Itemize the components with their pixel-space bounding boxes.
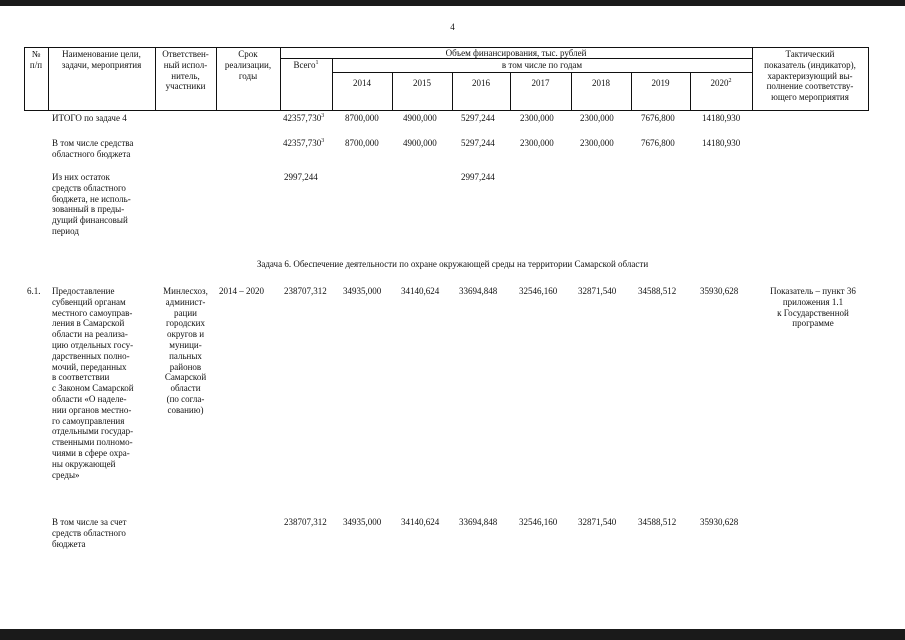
header-total-footnote: 1 <box>315 60 319 66</box>
row-value-2020: 14180,930 <box>702 138 741 148</box>
row-value-2018: 32871,540 <box>578 286 617 296</box>
row-value-2016: 33694,848 <box>459 286 498 296</box>
header-total-label: Всего <box>293 60 316 70</box>
header-year: 2016 <box>472 78 490 88</box>
row-value-2018: 2300,000 <box>580 113 614 123</box>
header-num: № п/п <box>29 49 43 70</box>
header-year <box>690 78 752 91</box>
grid-vline <box>868 47 869 110</box>
row-value-2019: 34588,512 <box>638 286 677 296</box>
row-value-2016: 5297,244 <box>461 113 495 123</box>
row-value-2019: 34588,512 <box>638 517 677 527</box>
header-term: Срок реализации, годы <box>224 49 272 81</box>
row-term: 2014 – 2020 <box>219 286 264 296</box>
row-indicator: Показатель – пункт 36 приложения 1.1 к Государственной программе <box>770 286 856 329</box>
row-value-2019: 7676,800 <box>641 113 675 123</box>
row-total: 238707,312 <box>284 517 327 527</box>
row-value-2018: 2300,000 <box>580 138 614 148</box>
row-value-2017: 32546,160 <box>519 517 558 527</box>
row-number: 6.1. <box>27 286 41 296</box>
header-indicator: Тактический показатель (индикатор), характеризующий вы- полнение соответству- ющего мероприятия <box>764 49 856 103</box>
row-value-2020: 14180,930 <box>702 113 741 123</box>
header-year: 2017 <box>531 78 550 88</box>
page-number: 4 <box>450 22 455 32</box>
row-value-2016: 2997,244 <box>461 172 495 182</box>
row-total: 2997,244 <box>284 172 318 182</box>
header-total <box>280 60 332 73</box>
row-value-2018: 32871,540 <box>578 517 617 527</box>
row-name: В том числе средства областного бюджета <box>52 138 134 159</box>
top-scan-border <box>0 0 905 6</box>
row-value-2017: 32546,160 <box>519 286 558 296</box>
header-year-footnote: 2 <box>728 78 732 84</box>
header-year: 2019 <box>651 78 670 88</box>
row-value-2015: 4900,000 <box>403 138 437 148</box>
row-total: 238707,312 <box>284 286 327 296</box>
header-funding: Объем финансирования, тыс. рублей <box>445 48 587 58</box>
row-value-2017: 2300,000 <box>520 113 554 123</box>
row-value-2015: 34140,624 <box>401 286 440 296</box>
row-value-2019: 7676,800 <box>641 138 675 148</box>
row-value-2015: 34140,624 <box>401 517 440 527</box>
row-value-2017: 2300,000 <box>520 138 554 148</box>
bottom-scan-border <box>0 629 905 640</box>
row-value-2014: 8700,000 <box>345 113 379 123</box>
header-name: Наименование цели, задачи, мероприятия <box>61 49 142 70</box>
header-years-line <box>332 72 752 73</box>
header-year: 2015 <box>413 78 431 88</box>
row-value-2014: 8700,000 <box>345 138 379 148</box>
row-value-2020: 35930,628 <box>700 517 739 527</box>
header-bottom-line <box>24 110 869 111</box>
header-year: 2014 <box>353 78 371 88</box>
row-name: Из них остаток средств областного бюджета, не исполь- зованный в преды- дущий финансовый период <box>52 172 131 236</box>
row-name: ИТОГО по задаче 4 <box>52 113 127 123</box>
row-value-2016: 33694,848 <box>459 517 498 527</box>
row-responsible: Минлесхоз, админист- рации городских округов и муници- пальных районов Самарской области (по согла- сованию) <box>163 286 208 415</box>
header-by-years: в том числе по годам <box>501 60 583 70</box>
row-total <box>283 113 324 126</box>
header-year: 2018 <box>592 78 610 88</box>
row-total-footnote: 3 <box>321 138 325 144</box>
header-year-label: 2020 <box>710 78 729 88</box>
header-responsible: Ответствен- ный испол- нитель, участники <box>162 49 209 92</box>
row-value-2016: 5297,244 <box>461 138 495 148</box>
row-name: Предоставление субвенций органам местного самоуправ- ления в Самарской области на реализа- цию отдельных госу- дарственных полно- мочий, переданных в соответствии с Законом Самарской области «О наделе- нии органов местно- го самоуправления отдельными государ- ственными полномо- чиями в сфере охра- ны окружающей среды» <box>52 286 134 480</box>
row-value-2014: 34935,000 <box>343 286 382 296</box>
row-value-2015: 4900,000 <box>403 113 437 123</box>
row-total-value: 42357,730 <box>283 113 322 123</box>
row-total <box>283 138 324 151</box>
row-total-value: 42357,730 <box>283 138 322 148</box>
row-value-2014: 34935,000 <box>343 517 382 527</box>
row-total-footnote: 3 <box>321 113 325 119</box>
row-value-2020: 35930,628 <box>700 286 739 296</box>
row-name: В том числе за счет средств областного бюджета <box>52 517 127 549</box>
task-title: Задача 6. Обеспечение деятельности по охране окружающей среды на территории Самарской области <box>256 259 649 269</box>
